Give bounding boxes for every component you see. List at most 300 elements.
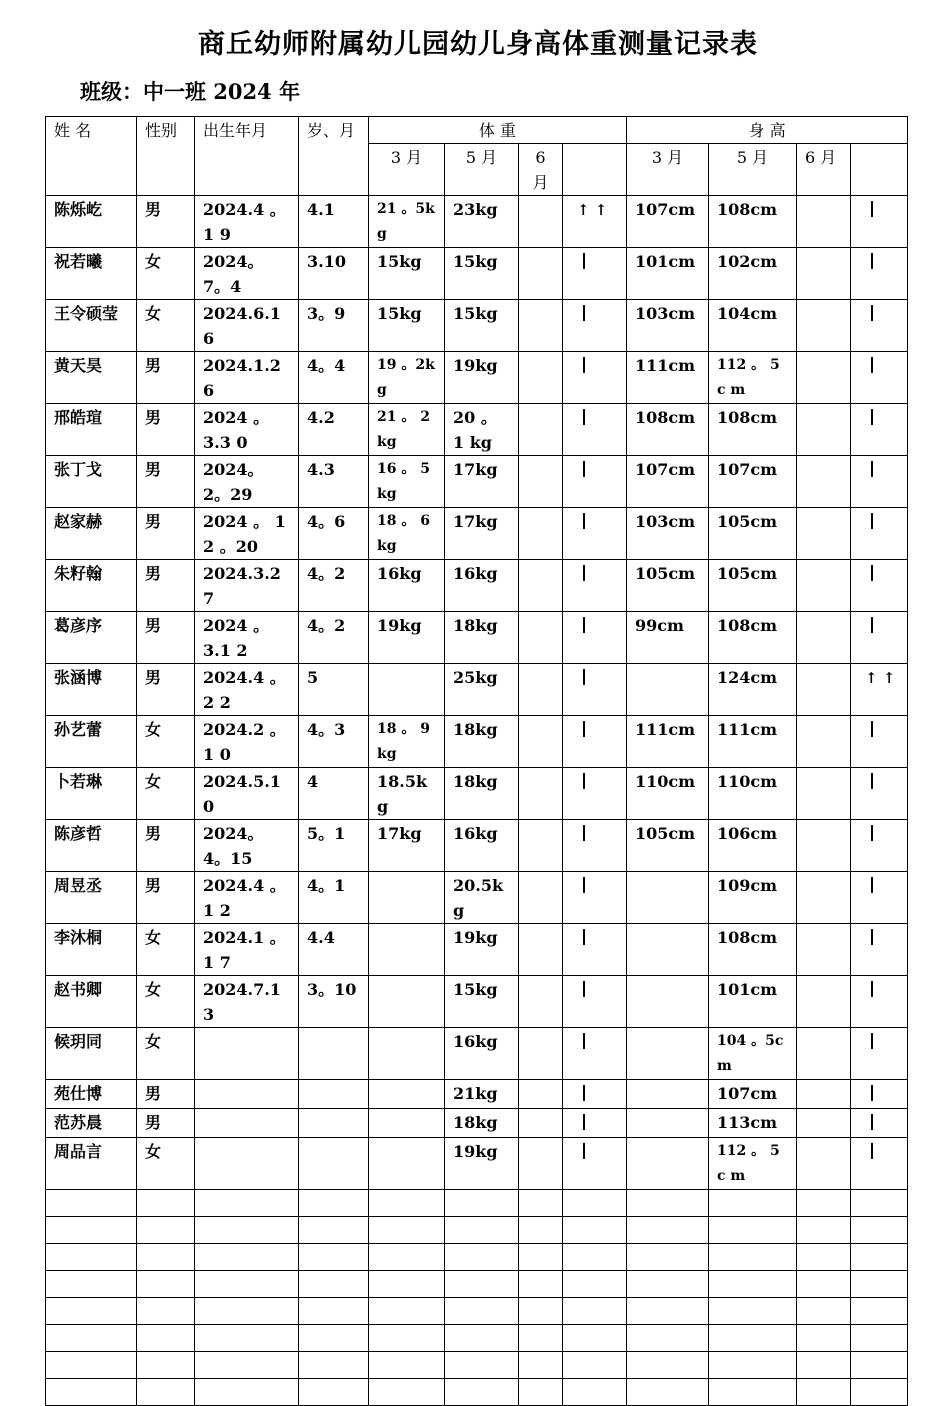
cell-name: 孙艺蕾 bbox=[46, 716, 137, 768]
cell-birth bbox=[195, 1028, 299, 1080]
table-row bbox=[46, 248, 908, 300]
cell-gender: 男 bbox=[137, 612, 195, 664]
weight-trend-cell bbox=[563, 196, 627, 248]
empty-cell bbox=[563, 1190, 627, 1217]
empty-cell bbox=[709, 1352, 797, 1379]
cell-gender: 男 bbox=[137, 1109, 195, 1138]
cell-w6 bbox=[519, 872, 563, 924]
cell-h3: 99cm bbox=[627, 612, 709, 664]
cell-age: 4。2 bbox=[299, 612, 369, 664]
header-gender: 性别 bbox=[137, 117, 195, 196]
height-trend-cell bbox=[851, 1080, 908, 1109]
cell-h5: 104cm bbox=[709, 300, 797, 352]
cell-age: 4.2 bbox=[299, 404, 369, 456]
empty-cell bbox=[627, 1244, 709, 1271]
weight-trend-cell bbox=[563, 612, 627, 664]
bar-mark-icon bbox=[871, 617, 873, 633]
cell-h5: 106cm bbox=[709, 820, 797, 872]
header-weight: 体 重 bbox=[369, 117, 627, 144]
cell-h3: 108cm bbox=[627, 404, 709, 456]
empty-cell bbox=[851, 1271, 908, 1298]
cell-h3 bbox=[627, 1109, 709, 1138]
height-trend-cell bbox=[851, 1028, 908, 1080]
cell-h5: 111cm bbox=[709, 716, 797, 768]
cell-w5: 23kg bbox=[445, 196, 519, 248]
cell-h6 bbox=[797, 664, 851, 716]
empty-cell bbox=[445, 1352, 519, 1379]
empty-cell bbox=[797, 1217, 851, 1244]
empty-cell bbox=[519, 1271, 563, 1298]
cell-gender: 女 bbox=[137, 248, 195, 300]
cell-w6 bbox=[519, 196, 563, 248]
cell-h3 bbox=[627, 1028, 709, 1080]
cell-w3: 18 。 6 kg bbox=[369, 508, 445, 560]
weight-trend-cell bbox=[563, 664, 627, 716]
header-weight-m6: 6 月 bbox=[519, 144, 563, 196]
cell-birth: 2024.2 。1 0 bbox=[195, 716, 299, 768]
empty-cell bbox=[519, 1190, 563, 1217]
cell-age: 4 bbox=[299, 768, 369, 820]
cell-w6 bbox=[519, 508, 563, 560]
cell-w5: 17kg bbox=[445, 456, 519, 508]
cell-w3: 19kg bbox=[369, 612, 445, 664]
height-trend-cell bbox=[851, 716, 908, 768]
cell-birth: 2024 。 3.3 0 bbox=[195, 404, 299, 456]
empty-cell bbox=[519, 1217, 563, 1244]
height-trend-cell bbox=[851, 612, 908, 664]
empty-cell bbox=[195, 1217, 299, 1244]
cell-w5: 20.5kg bbox=[445, 872, 519, 924]
empty-cell bbox=[137, 1325, 195, 1352]
cell-name: 张涵博 bbox=[46, 664, 137, 716]
header-height-m3: 3 月 bbox=[627, 144, 709, 196]
cell-birth: 2024.5.10 bbox=[195, 768, 299, 820]
header-birth: 出生年月 bbox=[195, 117, 299, 196]
cell-h5: 108cm bbox=[709, 196, 797, 248]
cell-birth: 2024.6.16 bbox=[195, 300, 299, 352]
table-row bbox=[46, 924, 908, 976]
cell-gender: 女 bbox=[137, 1028, 195, 1080]
cell-w5: 15kg bbox=[445, 976, 519, 1028]
cell-age bbox=[299, 1028, 369, 1080]
height-trend-cell bbox=[851, 820, 908, 872]
weight-trend-cell bbox=[563, 404, 627, 456]
cell-h3: 103cm bbox=[627, 508, 709, 560]
empty-cell bbox=[851, 1379, 908, 1406]
bar-mark-icon bbox=[871, 357, 873, 373]
empty-cell bbox=[299, 1379, 369, 1406]
empty-cell bbox=[46, 1379, 137, 1406]
cell-w5: 17kg bbox=[445, 508, 519, 560]
cell-w6 bbox=[519, 716, 563, 768]
cell-name: 黄天昊 bbox=[46, 352, 137, 404]
empty-cell bbox=[445, 1325, 519, 1352]
bar-mark-icon bbox=[871, 1143, 873, 1159]
bar-mark-icon bbox=[871, 1033, 873, 1049]
empty-cell bbox=[46, 1244, 137, 1271]
empty-cell bbox=[369, 1379, 445, 1406]
height-trend-cell bbox=[851, 508, 908, 560]
cell-w6 bbox=[519, 1138, 563, 1190]
table-row bbox=[46, 456, 908, 508]
cell-gender: 男 bbox=[137, 352, 195, 404]
cell-h6 bbox=[797, 768, 851, 820]
bar-mark-icon bbox=[583, 773, 585, 789]
empty-cell bbox=[851, 1190, 908, 1217]
empty-cell bbox=[369, 1298, 445, 1325]
cell-age: 4。2 bbox=[299, 560, 369, 612]
empty-cell bbox=[46, 1190, 137, 1217]
bar-mark-icon bbox=[583, 1114, 585, 1130]
empty-cell bbox=[519, 1244, 563, 1271]
cell-h6 bbox=[797, 352, 851, 404]
empty-cell bbox=[445, 1190, 519, 1217]
height-trend-cell bbox=[851, 248, 908, 300]
weight-trend-cell bbox=[563, 768, 627, 820]
empty-cell bbox=[519, 1325, 563, 1352]
cell-w5: 15kg bbox=[445, 248, 519, 300]
empty-cell bbox=[851, 1352, 908, 1379]
cell-w6 bbox=[519, 612, 563, 664]
cell-age: 3。10 bbox=[299, 976, 369, 1028]
table-row bbox=[46, 352, 908, 404]
empty-cell bbox=[709, 1217, 797, 1244]
cell-h6 bbox=[797, 1138, 851, 1190]
cell-gender: 男 bbox=[137, 456, 195, 508]
empty-cell bbox=[627, 1271, 709, 1298]
weight-trend-cell bbox=[563, 248, 627, 300]
cell-w3: 15kg bbox=[369, 300, 445, 352]
cell-h5: 108cm bbox=[709, 404, 797, 456]
cell-name: 周品言 bbox=[46, 1138, 137, 1190]
cell-birth: 2024。2。29 bbox=[195, 456, 299, 508]
empty-cell bbox=[797, 1325, 851, 1352]
weight-trend-cell bbox=[563, 352, 627, 404]
cell-birth: 2024。7。4 bbox=[195, 248, 299, 300]
cell-gender: 男 bbox=[137, 404, 195, 456]
cell-gender: 女 bbox=[137, 300, 195, 352]
cell-h3: 107cm bbox=[627, 456, 709, 508]
cell-w6 bbox=[519, 248, 563, 300]
empty-row bbox=[46, 1244, 908, 1271]
cell-gender: 女 bbox=[137, 768, 195, 820]
cell-age: 4.1 bbox=[299, 196, 369, 248]
cell-age: 4。1 bbox=[299, 872, 369, 924]
cell-h6 bbox=[797, 1109, 851, 1138]
empty-cell bbox=[369, 1244, 445, 1271]
cell-h5: 107cm bbox=[709, 1080, 797, 1109]
empty-cell bbox=[563, 1217, 627, 1244]
cell-w5: 16kg bbox=[445, 820, 519, 872]
cell-h5: 104 。5c m bbox=[709, 1028, 797, 1080]
cell-age: 3.10 bbox=[299, 248, 369, 300]
cell-age bbox=[299, 1138, 369, 1190]
bar-mark-icon bbox=[583, 617, 585, 633]
cell-h5: 107cm bbox=[709, 456, 797, 508]
cell-w6 bbox=[519, 352, 563, 404]
empty-cell bbox=[797, 1298, 851, 1325]
cell-age: 4。4 bbox=[299, 352, 369, 404]
cell-age bbox=[299, 1080, 369, 1109]
cell-h5: 124cm bbox=[709, 664, 797, 716]
table-row bbox=[46, 404, 908, 456]
cell-h5: 109cm bbox=[709, 872, 797, 924]
bar-mark-icon bbox=[871, 825, 873, 841]
empty-cell bbox=[46, 1352, 137, 1379]
cell-h6 bbox=[797, 456, 851, 508]
empty-cell bbox=[369, 1325, 445, 1352]
cell-w3: 17kg bbox=[369, 820, 445, 872]
cell-birth: 2024.7.13 bbox=[195, 976, 299, 1028]
header-age: 岁、月 bbox=[299, 117, 369, 196]
empty-cell bbox=[299, 1190, 369, 1217]
cell-w3 bbox=[369, 924, 445, 976]
cell-w3: 21 。5k g bbox=[369, 196, 445, 248]
cell-h6 bbox=[797, 248, 851, 300]
cell-w3: 15kg bbox=[369, 248, 445, 300]
cell-w6 bbox=[519, 456, 563, 508]
header-weight-m3: 3 月 bbox=[369, 144, 445, 196]
cell-h6 bbox=[797, 508, 851, 560]
table-row bbox=[46, 300, 908, 352]
empty-cell bbox=[563, 1379, 627, 1406]
empty-cell bbox=[195, 1298, 299, 1325]
bar-mark-icon bbox=[871, 201, 873, 217]
bar-mark-icon bbox=[583, 825, 585, 841]
empty-cell bbox=[137, 1244, 195, 1271]
table-row bbox=[46, 1109, 908, 1138]
cell-h6 bbox=[797, 976, 851, 1028]
empty-cell bbox=[299, 1352, 369, 1379]
empty-cell bbox=[851, 1244, 908, 1271]
empty-cell bbox=[709, 1244, 797, 1271]
table-row bbox=[46, 1028, 908, 1080]
cell-birth: 2024 。 12 。20 bbox=[195, 508, 299, 560]
cell-name: 赵书卿 bbox=[46, 976, 137, 1028]
header-weight-blank bbox=[563, 144, 627, 196]
cell-name: 李沐桐 bbox=[46, 924, 137, 976]
cell-birth: 2024.4 。1 2 bbox=[195, 872, 299, 924]
cell-name: 周昱丞 bbox=[46, 872, 137, 924]
cell-name: 祝若曦 bbox=[46, 248, 137, 300]
cell-h3: 111cm bbox=[627, 716, 709, 768]
cell-w5: 18kg bbox=[445, 612, 519, 664]
empty-cell bbox=[137, 1352, 195, 1379]
header-height-m5: 5 月 bbox=[709, 144, 797, 196]
empty-cell bbox=[195, 1190, 299, 1217]
empty-cell bbox=[445, 1217, 519, 1244]
bar-mark-icon bbox=[583, 721, 585, 737]
table-row bbox=[46, 612, 908, 664]
empty-cell bbox=[137, 1271, 195, 1298]
weight-trend-cell bbox=[563, 1080, 627, 1109]
height-trend-cell bbox=[851, 560, 908, 612]
cell-h3 bbox=[627, 872, 709, 924]
empty-cell bbox=[195, 1325, 299, 1352]
bar-mark-icon bbox=[871, 773, 873, 789]
empty-row bbox=[46, 1298, 908, 1325]
cell-w5: 18kg bbox=[445, 1109, 519, 1138]
height-trend-cell bbox=[851, 768, 908, 820]
cell-w5: 16kg bbox=[445, 1028, 519, 1080]
cell-w6 bbox=[519, 924, 563, 976]
cell-h6 bbox=[797, 716, 851, 768]
cell-birth: 2024.1 。1 7 bbox=[195, 924, 299, 976]
weight-trend-cell bbox=[563, 976, 627, 1028]
cell-birth: 2024.3.27 bbox=[195, 560, 299, 612]
bar-mark-icon bbox=[871, 513, 873, 529]
cell-h3: 107cm bbox=[627, 196, 709, 248]
cell-h3: 103cm bbox=[627, 300, 709, 352]
table-row bbox=[46, 508, 908, 560]
empty-cell bbox=[627, 1190, 709, 1217]
cell-w3: 16 。 5 kg bbox=[369, 456, 445, 508]
cell-name: 王令硕莹 bbox=[46, 300, 137, 352]
bar-mark-icon bbox=[583, 669, 585, 685]
weight-trend-cell bbox=[563, 300, 627, 352]
cell-h3 bbox=[627, 1138, 709, 1190]
empty-cell bbox=[299, 1244, 369, 1271]
cell-w6 bbox=[519, 300, 563, 352]
bar-mark-icon bbox=[583, 461, 585, 477]
cell-name: 赵家赫 bbox=[46, 508, 137, 560]
table-row bbox=[46, 560, 908, 612]
cell-gender: 男 bbox=[137, 664, 195, 716]
cell-h6 bbox=[797, 820, 851, 872]
cell-w3: 18.5kg bbox=[369, 768, 445, 820]
empty-cell bbox=[519, 1379, 563, 1406]
cell-name: 苑仕博 bbox=[46, 1080, 137, 1109]
cell-w5: 19kg bbox=[445, 1138, 519, 1190]
cell-w5: 18kg bbox=[445, 768, 519, 820]
cell-name: 候玥同 bbox=[46, 1028, 137, 1080]
up-arrows-icon: ↑ ↑ bbox=[865, 669, 896, 687]
empty-cell bbox=[299, 1271, 369, 1298]
empty-cell bbox=[709, 1298, 797, 1325]
bar-mark-icon bbox=[583, 305, 585, 321]
header-weight-m5: 5 月 bbox=[445, 144, 519, 196]
cell-name: 朱籽翰 bbox=[46, 560, 137, 612]
cell-h6 bbox=[797, 924, 851, 976]
empty-cell bbox=[627, 1217, 709, 1244]
cell-w3 bbox=[369, 1028, 445, 1080]
cell-birth: 2024.4 。 2 2 bbox=[195, 664, 299, 716]
cell-w6 bbox=[519, 1028, 563, 1080]
empty-cell bbox=[195, 1244, 299, 1271]
bar-mark-icon bbox=[583, 357, 585, 373]
bar-mark-icon bbox=[583, 409, 585, 425]
bar-mark-icon bbox=[871, 1085, 873, 1101]
table-row bbox=[46, 716, 908, 768]
table-row bbox=[46, 1080, 908, 1109]
cell-age: 4。3 bbox=[299, 716, 369, 768]
table-row bbox=[46, 196, 908, 248]
cell-birth: 2024.1.26 bbox=[195, 352, 299, 404]
empty-cell bbox=[445, 1298, 519, 1325]
empty-cell bbox=[137, 1190, 195, 1217]
cell-w6 bbox=[519, 820, 563, 872]
weight-trend-cell bbox=[563, 1028, 627, 1080]
empty-cell bbox=[46, 1217, 137, 1244]
cell-w5: 20 。 1 kg bbox=[445, 404, 519, 456]
cell-h5: 112 。 5c m bbox=[709, 352, 797, 404]
weight-trend-cell bbox=[563, 508, 627, 560]
cell-gender: 女 bbox=[137, 924, 195, 976]
cell-gender: 男 bbox=[137, 560, 195, 612]
weight-trend-cell bbox=[563, 1138, 627, 1190]
cell-w5: 19kg bbox=[445, 352, 519, 404]
cell-w3 bbox=[369, 1138, 445, 1190]
bar-mark-icon bbox=[871, 409, 873, 425]
cell-w6 bbox=[519, 560, 563, 612]
cell-birth bbox=[195, 1109, 299, 1138]
cell-h5: 102cm bbox=[709, 248, 797, 300]
cell-gender: 男 bbox=[137, 872, 195, 924]
cell-h3 bbox=[627, 1080, 709, 1109]
cell-name: 张丁戈 bbox=[46, 456, 137, 508]
empty-cell bbox=[445, 1244, 519, 1271]
empty-cell bbox=[299, 1217, 369, 1244]
cell-h3: 105cm bbox=[627, 820, 709, 872]
cell-gender: 男 bbox=[137, 196, 195, 248]
empty-cell bbox=[195, 1379, 299, 1406]
cell-w6 bbox=[519, 1080, 563, 1109]
bar-mark-icon bbox=[583, 1033, 585, 1049]
height-trend-cell bbox=[851, 872, 908, 924]
empty-row bbox=[46, 1190, 908, 1217]
bar-mark-icon bbox=[871, 305, 873, 321]
cell-h3: 105cm bbox=[627, 560, 709, 612]
table-row bbox=[46, 976, 908, 1028]
height-trend-cell bbox=[851, 456, 908, 508]
empty-cell bbox=[709, 1379, 797, 1406]
cell-name: 葛彦序 bbox=[46, 612, 137, 664]
up-arrows-icon: ↑ ↑ bbox=[577, 201, 608, 219]
empty-cell bbox=[137, 1298, 195, 1325]
weight-trend-cell bbox=[563, 820, 627, 872]
cell-w5: 15kg bbox=[445, 300, 519, 352]
cell-birth: 2024 。 3.1 2 bbox=[195, 612, 299, 664]
cell-w3: 19 。2k g bbox=[369, 352, 445, 404]
bar-mark-icon bbox=[583, 1085, 585, 1101]
cell-w3: 16kg bbox=[369, 560, 445, 612]
empty-cell bbox=[627, 1325, 709, 1352]
height-trend-cell bbox=[851, 404, 908, 456]
cell-h6 bbox=[797, 612, 851, 664]
cell-h3 bbox=[627, 664, 709, 716]
empty-cell bbox=[797, 1352, 851, 1379]
cell-h5: 110cm bbox=[709, 768, 797, 820]
empty-cell bbox=[299, 1298, 369, 1325]
cell-age: 4.3 bbox=[299, 456, 369, 508]
empty-cell bbox=[46, 1271, 137, 1298]
bar-mark-icon bbox=[871, 253, 873, 269]
height-trend-cell bbox=[851, 976, 908, 1028]
cell-w6 bbox=[519, 1109, 563, 1138]
empty-cell bbox=[445, 1379, 519, 1406]
cell-h6 bbox=[797, 196, 851, 248]
bar-mark-icon bbox=[871, 565, 873, 581]
cell-name: 陈彦哲 bbox=[46, 820, 137, 872]
cell-h5: 101cm bbox=[709, 976, 797, 1028]
cell-h3: 111cm bbox=[627, 352, 709, 404]
cell-h6 bbox=[797, 300, 851, 352]
empty-cell bbox=[797, 1271, 851, 1298]
bar-mark-icon bbox=[583, 981, 585, 997]
cell-w5: 16kg bbox=[445, 560, 519, 612]
empty-cell bbox=[563, 1352, 627, 1379]
cell-name: 卜若琳 bbox=[46, 768, 137, 820]
